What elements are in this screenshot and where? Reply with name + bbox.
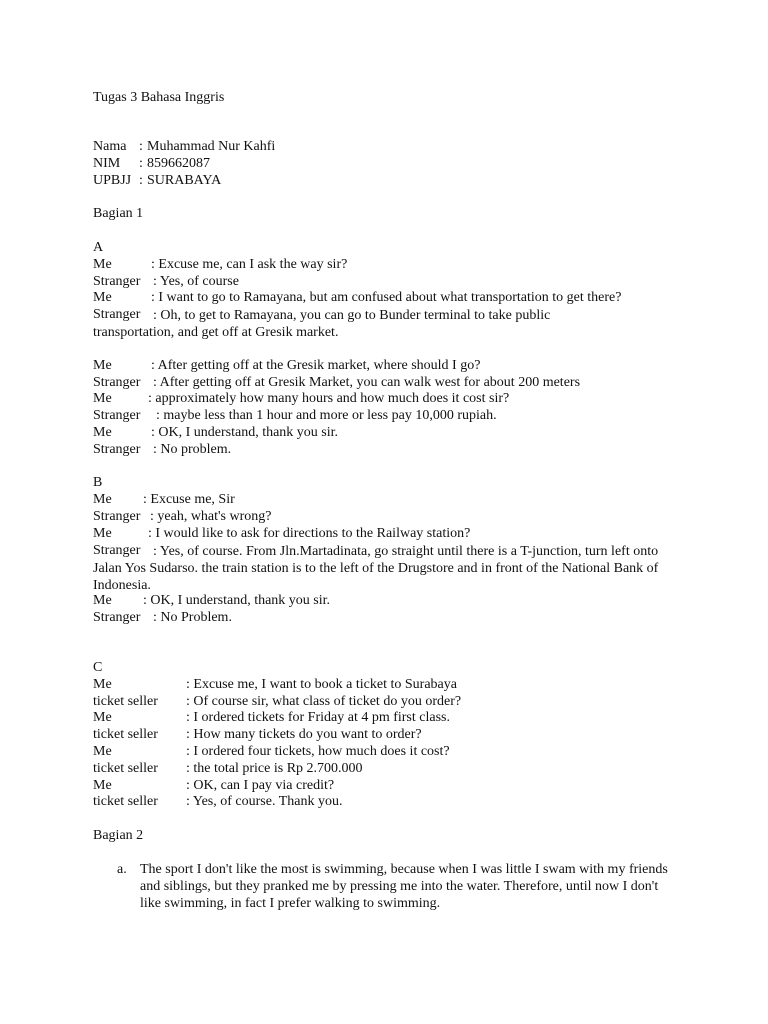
speaker: Me bbox=[93, 492, 112, 507]
nim-sep: : bbox=[139, 156, 143, 171]
speaker: Stranger bbox=[93, 610, 141, 625]
utterance: : I ordered four tickets, how much does it cost? bbox=[186, 744, 450, 759]
utterance: : OK, I understand, thank you sir. bbox=[143, 593, 331, 608]
speaker: Me bbox=[93, 358, 112, 373]
utterance: : Oh, to get to Ramayana, you can go to Bunder terminal to take public transportation, and get off at Gresik market. bbox=[93, 308, 551, 340]
upbjj-label: UPBJJ bbox=[93, 173, 132, 188]
speaker: ticket seller bbox=[93, 694, 158, 709]
speaker: Me bbox=[93, 425, 112, 440]
speaker: Me bbox=[93, 257, 112, 272]
speaker: ticket seller bbox=[93, 727, 158, 742]
speaker: ticket seller bbox=[93, 761, 158, 776]
utterance: : OK, can I pay via credit? bbox=[186, 778, 335, 793]
speaker: Me bbox=[93, 526, 112, 541]
utterance: : the total price is Rp 2.700.000 bbox=[186, 761, 363, 776]
utterance: : Excuse me, Sir bbox=[143, 492, 235, 507]
nama-sep: : bbox=[139, 139, 143, 154]
bagian2-heading: Bagian 2 bbox=[93, 828, 144, 843]
speaker: Me bbox=[93, 593, 112, 608]
upbjj-value: SURABAYA bbox=[147, 173, 222, 188]
utterance: : After getting off at Gresik Market, you can walk west for about 200 meters bbox=[153, 375, 581, 390]
utterance: : How many tickets do you want to order? bbox=[186, 727, 422, 742]
utterance: : No problem. bbox=[153, 442, 232, 457]
speaker: Me bbox=[93, 677, 112, 692]
utterance: : approximately how many hours and how much does it cost sir? bbox=[148, 391, 510, 406]
speaker: Me bbox=[93, 710, 112, 725]
utterance: : Yes, of course. From Jln.Martadinata, go straight until there is a T-junction, turn left onto Jalan Yos Sudarso. the train station is to the left of the Drugstore and in front of the National Bank of Indonesia. bbox=[93, 544, 659, 593]
utterance: : Yes, of course. Thank you. bbox=[186, 794, 343, 809]
speaker: Me bbox=[93, 744, 112, 759]
speaker: Stranger bbox=[93, 543, 141, 558]
utterance: : No Problem. bbox=[153, 610, 232, 625]
section-c-heading: C bbox=[93, 660, 103, 675]
speaker: Me bbox=[93, 391, 112, 406]
upbjj-sep: : bbox=[139, 173, 143, 188]
nama-value: Muhammad Nur Kahfi bbox=[147, 139, 276, 154]
speaker: Stranger bbox=[93, 274, 141, 289]
speaker: Me bbox=[93, 290, 112, 305]
section-b-heading: B bbox=[93, 475, 103, 490]
speaker: Stranger bbox=[93, 307, 141, 322]
utterance: : Excuse me, I want to book a ticket to Surabaya bbox=[186, 677, 457, 692]
nama-label: Nama bbox=[93, 139, 127, 154]
utterance: : Excuse me, can I ask the way sir? bbox=[151, 257, 348, 272]
document-title: Tugas 3 Bahasa Inggris bbox=[93, 90, 225, 105]
list-marker: a. bbox=[117, 862, 127, 877]
speaker: Stranger bbox=[93, 442, 141, 457]
utterance: : maybe less than 1 hour and more or less pay 10,000 rupiah. bbox=[156, 408, 497, 423]
utterance: : After getting off at the Gresik market, where should I go? bbox=[151, 358, 481, 373]
section-a-heading: A bbox=[93, 240, 104, 255]
nim-label: NIM bbox=[93, 156, 121, 171]
speaker: Stranger bbox=[93, 509, 141, 524]
speaker: Stranger bbox=[93, 375, 141, 390]
utterance: : OK, I understand, thank you sir. bbox=[151, 425, 339, 440]
utterance: : Of course sir, what class of ticket do you order? bbox=[186, 694, 462, 709]
utterance: : Yes, of course bbox=[153, 274, 239, 289]
nim-value: 859662087 bbox=[147, 156, 210, 171]
utterance: : yeah, what's wrong? bbox=[150, 509, 272, 524]
speaker: Stranger bbox=[93, 408, 141, 423]
bagian1-heading: Bagian 1 bbox=[93, 206, 144, 221]
utterance: : I want to go to Ramayana, but am confused about what transportation to get there? bbox=[151, 290, 622, 305]
utterance: : I ordered tickets for Friday at 4 pm first class. bbox=[186, 710, 450, 725]
speaker: Me bbox=[93, 778, 112, 793]
list-text: The sport I don't like the most is swimming, because when I was little I swam with my friends and siblings, but they pranked me by pressing me into the water. Therefore, until now I don't like swimming, in fact I prefer walking to swimming. bbox=[140, 862, 668, 911]
speaker: ticket seller bbox=[93, 794, 158, 809]
utterance: : I would like to ask for directions to the Railway station? bbox=[148, 526, 471, 541]
